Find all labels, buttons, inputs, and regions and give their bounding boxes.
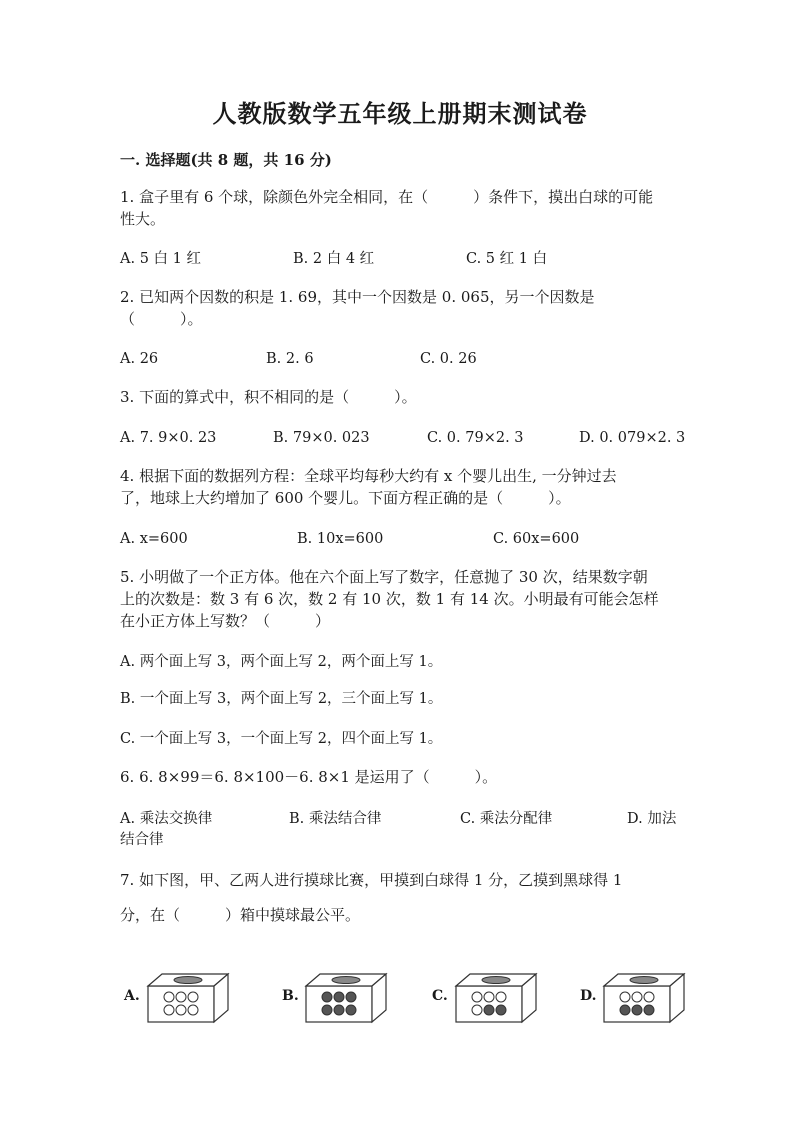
question-4-line-1: 4. 根据下面的数据列方程：全球平均每秒大约有 x 个婴儿出生, 一分钟过去 [120,467,617,485]
white-ball [176,1005,186,1015]
black-ball [632,1005,642,1015]
q4-option-a: A. x=600 [120,531,188,547]
white-ball [620,992,630,1002]
ball-box-d [600,970,690,1026]
q4-option-b: B. 10x=600 [297,531,384,547]
question-7-line-1: 7. 如下图，甲、乙两人进行摸球比赛，甲摸到白球得 1 分，乙摸到黑球得 1 [120,871,623,889]
q3-option-c: C. 0. 79×2. 3 [427,430,524,446]
page-title: 人教版数学五年级上册期末测试卷 [212,99,588,128]
q1-option-a: A. 5 白 1 红 [120,251,201,267]
question-7-line-2: 分，在（ ）箱中摸球最公平。 [120,906,361,924]
white-ball [164,992,174,1002]
ball-box-figure [120,970,690,1030]
q6-option-d: D. 加法 [627,811,677,827]
q6-option-a: A. 乘法交换律 [120,811,213,827]
box-opening [482,977,510,984]
white-ball [472,992,482,1002]
q2-option-a: A. 26 [120,351,159,367]
q5-option-c: C. 一个面上写 3，一个面上写 2，四个面上写 1。 [120,731,443,747]
box-front [148,986,214,1022]
figure-label-d: D. [580,988,597,1004]
figure-label-b: B. [282,988,299,1004]
question-1-line-2: 性大。 [120,210,166,228]
black-ball [644,1005,654,1015]
box-opening [630,977,658,984]
white-ball [472,1005,482,1015]
white-ball [164,1005,174,1015]
white-ball [484,992,494,1002]
white-ball [632,992,642,1002]
white-ball [176,992,186,1002]
q3-option-d: D. 0. 079×2. 3 [579,430,686,446]
box-front [456,986,522,1022]
q6-option-b: B. 乘法结合律 [289,811,382,827]
question-6-line-1: 6. 6. 8×99＝6. 8×100－6. 8×1 是运用了（ ）。 [120,768,498,786]
box-opening [174,977,202,984]
white-ball [644,992,654,1002]
ball-box-c [452,970,542,1026]
ball-box-a [144,970,234,1026]
question-5-line-3: 在小正方体上写数？（ ） [120,612,331,630]
q3-option-a: A. 7. 9×0. 23 [120,430,217,446]
q4-option-c: C. 60x=600 [493,531,580,547]
white-ball [188,992,198,1002]
q1-option-c: C. 5 红 1 白 [466,251,548,267]
black-ball [346,1005,356,1015]
q6-option-c: C. 乘法分配律 [460,811,553,827]
black-ball [484,1005,494,1015]
q6-option-d-wrap: 结合律 [120,832,164,848]
question-4-line-2: 了，地球上大约增加了 600 个婴儿。下面方程正确的是（ ）。 [120,489,571,507]
box-opening [332,977,360,984]
question-1-line-1: 1. 盒子里有 6 个球，除颜色外完全相同，在（ ）条件下，摸出白球的可能 [120,188,654,206]
q5-option-a: A. 两个面上写 3，两个面上写 2，两个面上写 1。 [120,654,443,670]
question-2-line-1: 2. 已知两个因数的积是 1. 69，其中一个因数是 0. 065，另一个因数是 [120,288,595,306]
figure-label-c: C. [432,988,448,1004]
question-3-line-1: 3. 下面的算式中，积不相同的是（ ）。 [120,388,417,406]
box-front [306,986,372,1022]
ball-box-b [302,970,392,1026]
q1-option-b: B. 2 白 4 红 [293,251,375,267]
q5-option-b: B. 一个面上写 3，两个面上写 2，三个面上写 1。 [120,691,443,707]
question-5-line-2: 上的次数是：数 3 有 6 次，数 2 有 10 次，数 1 有 14 次。小明最有可能会怎样 [120,590,659,608]
figure-label-a: A. [124,988,140,1004]
black-ball [322,1005,332,1015]
black-ball [334,992,344,1002]
black-ball [322,992,332,1002]
white-ball [496,992,506,1002]
question-2-line-2: （ ）。 [120,310,203,328]
black-ball [496,1005,506,1015]
q2-option-c: C. 0. 26 [420,351,477,367]
section-heading: 一. 选择题(共 8 题，共 16 分) [120,151,332,169]
black-ball [334,1005,344,1015]
box-front [604,986,670,1022]
question-5-line-1: 5. 小明做了一个正方体。他在六个面上写了数字，任意抛了 30 次，结果数字朝 [120,568,648,586]
black-ball [346,992,356,1002]
black-ball [620,1005,630,1015]
q3-option-b: B. 79×0. 023 [273,430,370,446]
q2-option-b: B. 2. 6 [266,351,314,367]
white-ball [188,1005,198,1015]
